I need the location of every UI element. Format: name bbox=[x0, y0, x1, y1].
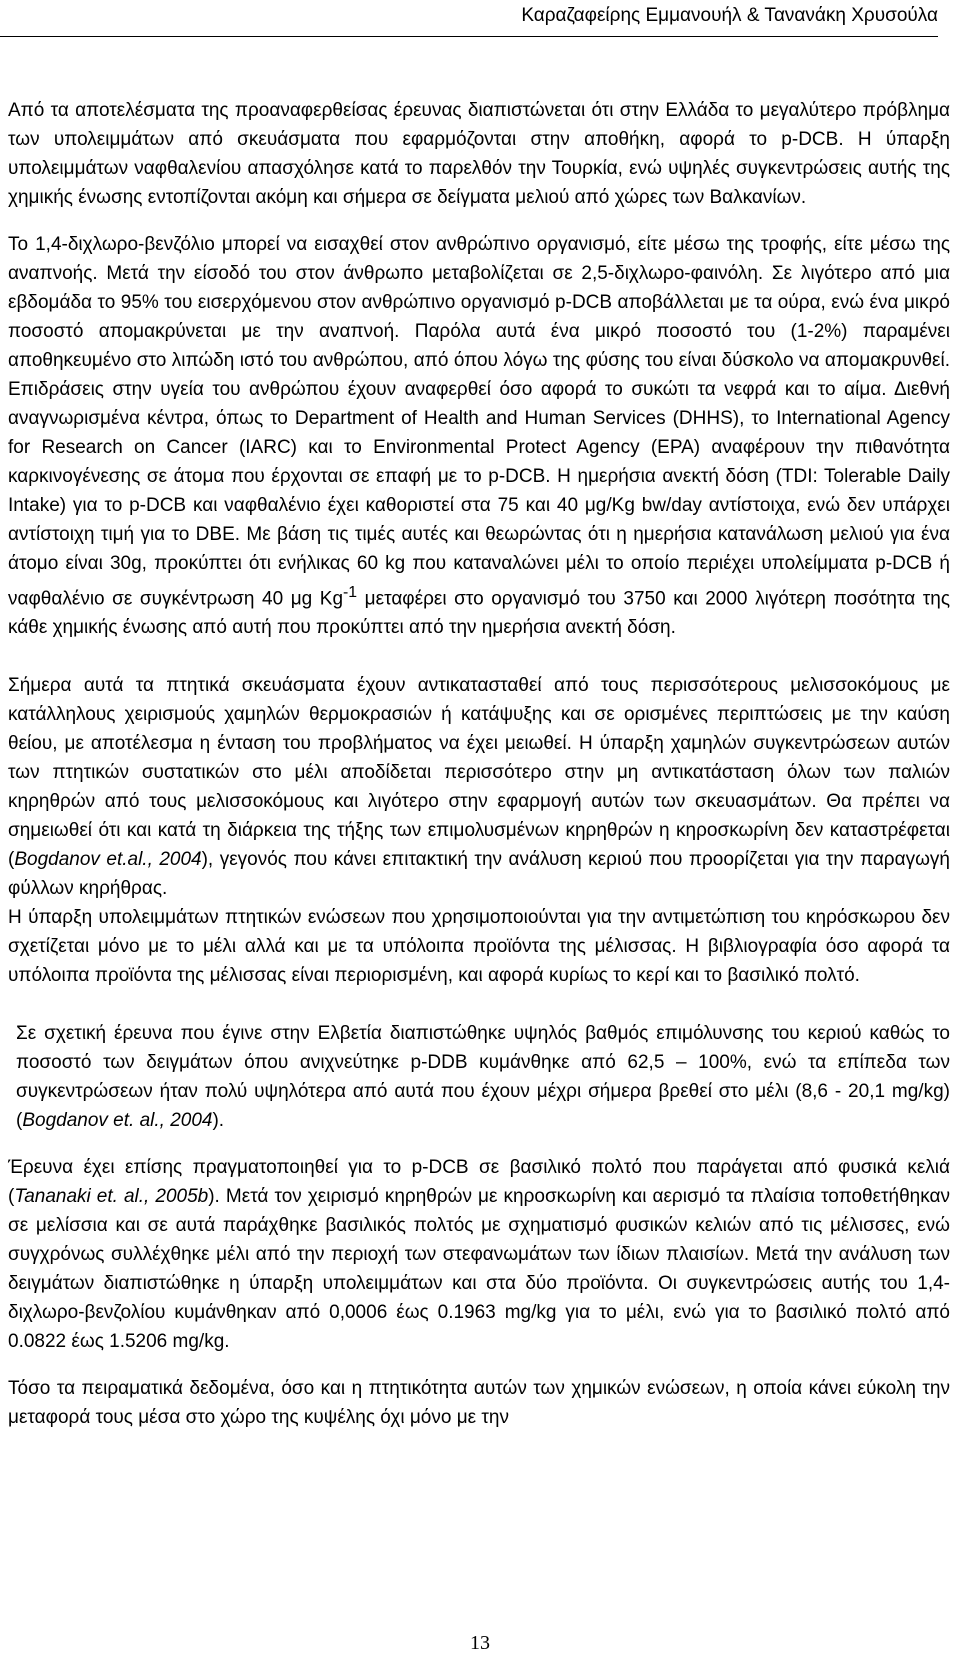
paragraph-5 bbox=[8, 1019, 950, 1135]
paragraph-7: Τόσο τα πειραματικά δεδομένα, όσο και η πτητικότητα αυτών των χημικών ενώσεων, η οποία κάνει εύκολη την μεταφορά τους μέσα στο χώρο της κυψέλης όχι μόνο με την bbox=[8, 1378, 950, 1429]
page-number: 13 bbox=[470, 1632, 490, 1654]
paragraph-6-text-a: Έρευνα έχει επίσης πραγματοποιηθεί για το p-DCB σε βασιλικό πολτό που παράγεται από φυσικά κελιά ( bbox=[8, 1157, 950, 1208]
header-rule bbox=[0, 36, 938, 37]
paragraph-6 bbox=[8, 1153, 950, 1356]
paragraph-1: Από τα αποτελέσματα της προαναφερθείσας έρευνας διαπιστώνεται ότι στην Ελλάδα το μεγαλύτερο πρόβλημα των υπολειμμάτων από σκευάσματα που εφαρμόζονται στην αποθήκη, αφορά το p-DCB. Η ύπαρξη υπολειμμάτων ναφθαλενίου απασχόλησε κατά το παρελθόν την Τουρκία, ενώ υψηλές συγκεντρώσεις αυτής της χημικής ένωσης εντοπίζονται ακόμη και σήμερα σε δείγματα μελιού από χώρες των Βαλκανίων. bbox=[8, 100, 950, 208]
running-header bbox=[0, 0, 960, 37]
paragraph-2-text-a: Το 1,4-διχλωρο-βενζόλιο μπορεί να εισαχθεί στον ανθρώπινο οργανισμό, είτε μέσω της τροφής, είτε μέσω της αναπνοής. Μετά την είσοδό του στον άνθρωπο μεταβολίζεται σε 2,5-διχλωρο-φαινόλη. Σε λιγότερο από μια εβδομάδα το 95% του εισερχόμενου στον ανθρώπινο οργανισμό p-DCB αποβάλλεται με τα ούρα, ενώ ένα μικρό ποσοστό απομακρύνεται με την αναπνοή. Παρόλα αυτά ένα μικρό ποσοστό του (1-2%) παραμένει αποθηκευμένο στο λιπώδη ιστό του ανθρώπου, από όπου λόγω της φύσης του είναι δύσκολο να απομακρυνθεί. Επιδράσεις στην υγεία του ανθρώπου έχουν αναφερθεί όσο αφορά το συκώτι τα νεφρά και το αίμα. Διεθνή αναγνωρισμένα κέντρα, όπως το Department of Health and Human Services (DHHS), το International Agency for Research on Cancer (IARC) και το Environmental Protect Agency (EPA) αναφέρουν την πιθανότητα καρκινογένεσης σε άτομα που έρχονται σε επαφή με το p-DCB. Η ημερήσια ανεκτή δόση (TDI: Tolerable Daily Intake) για το p-DCB και ναφθαλένιο έχει καθοριστεί στα 75 και 40 μg/Kg bw/day αντίστοιχα, ενώ δεν υπάρχει αντίστοιχη τιμή για το DBE. Με βάση τις τιμές αυτές και θεωρώντας ότι η ημερήσια κατανάλωση μελιού για ένα άτομο είναι 30g, προκύπτει ότι ενήλικας 60 kg που καταναλώνει μέλι το οποίο περιέχει υπολείμματα p-DCB ή ναφθαλένιο σε συγκέντρωση 40 μg Kg bbox=[8, 234, 950, 610]
paragraph-3-text-a: Σήμερα αυτά τα πτητικά σκευάσματα έχουν αντικατασταθεί από τους περισσότερους μελισσοκόμους με κατάλληλους χειρισμούς χαμηλών θερμοκρασιών ή κατάψυξης και σε ορισμένες περιπτώσεις με την καύση θείου, με αποτέλεσμα η ένταση του προβλήματος να έχει μειωθεί. Η ύπαρξη χαμηλών συγκεντρώσεων αυτών των πτητικών συστατικών στο μέλι αποδίδεται περισσότερο στην μη αντικατάσταση όλων των παλιών κηρηθρών από τους μελισσοκόμους και λιγότερο στην εφαρμογή αυτών των σκευασμάτων. Θα πρέπει να σημειωθεί ότι και κατά τη διάρκεια της τήξης των επιμολυσμένων κηρηθρών η κηροσκωρίνη δεν καταστρέφεται ( bbox=[8, 675, 950, 871]
paragraph-4: Η ύπαρξη υπολειμμάτων πτητικών ενώσεων που χρησιμοποιούνται για την αντιμετώπιση του κηρόσκωρου δεν σχετίζεται μόνο με το μέλι αλλά και με τα υπόλοιπα προϊόντα της μέλισσας. Η βιβλιογραφία όσο αφορά τα υπόλοιπα προϊόντα της μέλισσας είναι περιορισμένη, και αφορά κυρίως το κερί και το βασιλικό πολτό. bbox=[8, 907, 950, 987]
paragraph-3-citation: Bogdanov et.al., 2004 bbox=[14, 849, 202, 871]
paragraph-3-text-b: ), γεγονός που κάνει επιτακτική την ανάλυση κεριού που προορίζεται για την παραγωγή φύλλων κηρήθρας. bbox=[8, 849, 950, 900]
paragraph-5-text-b: ). bbox=[212, 1110, 225, 1132]
paragraph-6-text-b: ). Μετά τον χειρισμό κηρηθρών με κηροσκωρίνη και αερισμό τα πλαίσια τοποθετήθηκαν σε μελίσσια και σε αυτά παράχθηκε βασιλικός πολτός με σχηματισμό φυσικών κελιών από τις μέλισσες, ενώ συγχρόνως συλλέχθηκε μέλι από την περιοχή των στεφανωμάτων των ίδιων πλαισίων. Μετά την ανάλυση των δειγμάτων διαπιστώθηκε η ύπαρξη υπολειμμάτων και στα δύο προϊόντα. Οι συγκεντρώσεις αυτής του 1,4-διχλωρο-βενζολίου κυμάνθηκαν από 0,0006 έως 0.1963 mg/kg για το μέλι, ενώ για το βασιλικό πολτό από 0.0822 έως 1.5206 mg/kg. bbox=[8, 1186, 950, 1353]
paragraph-3 bbox=[8, 671, 950, 903]
paragraph-6-citation: Tananaki et. al., 2005b bbox=[14, 1186, 209, 1208]
paragraph-2-text-b: μεταφέρει στο οργανισμό του 3750 και 2000 λιγότερη ποσότητα της κάθε χημικής ένωσης από αυτή που προκύπτει από την ημερήσια ανεκτή δόση. bbox=[8, 588, 951, 639]
paragraph-2 bbox=[8, 230, 950, 642]
paragraph-2-superscript: -1 bbox=[343, 584, 358, 601]
paragraph-5-text-a: Σε σχετική έρευνα που έγινε στην Ελβετία διαπιστώθηκε υψηλός βαθμός επιμόλυνσης του κεριού καθώς το ποσοστό των δειγμάτων όπου ανιχνεύτηκε p-DDB κυμάνθηκε από 62,5 – 100%, ενώ τα επίπεδα των συγκεντρώσεων ήταν πολύ υψηλότερα από αυτά που έχουν μέχρι σήμερα βρεθεί στο μέλι (8,6 - 20,1 mg/kg) ( bbox=[16, 1023, 950, 1132]
paragraph-5-citation: Bogdanov et. al., 2004 bbox=[22, 1110, 213, 1132]
page-body bbox=[0, 96, 960, 1432]
running-header-title: Καραζαφείρης Εμμανουήλ & Τανανάκη Χρυσούλα bbox=[521, 5, 938, 26]
